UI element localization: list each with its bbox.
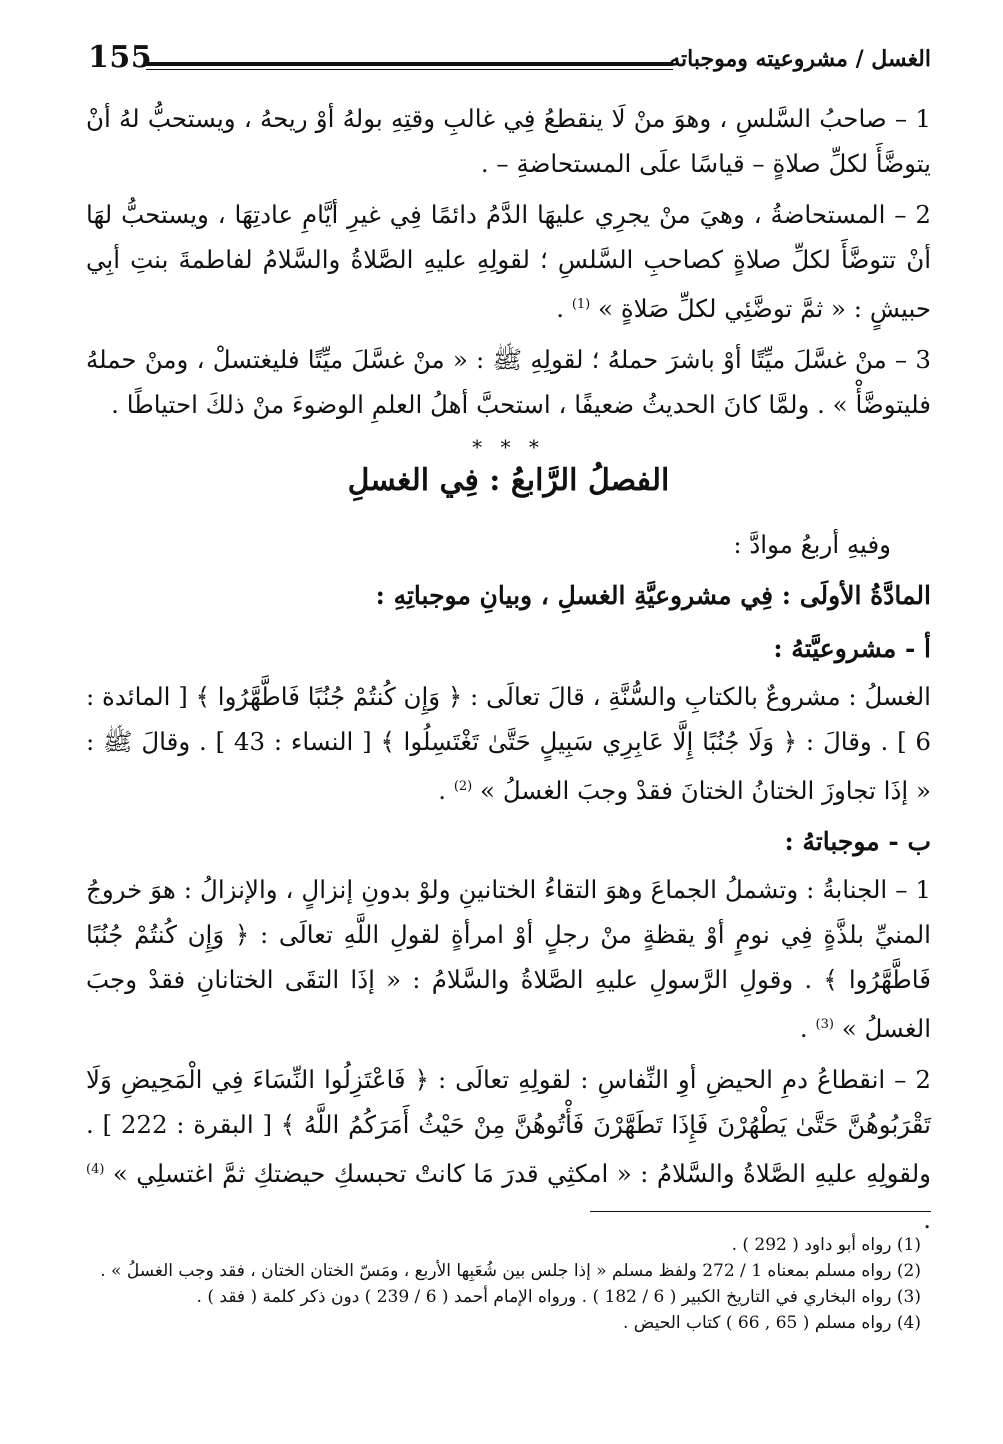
paragraph-b1-text: 1 – الجنابةُ : وتشملُ الجماعَ وهوَ التقاءُ الختانينِ ولوْ بدونِ إنزالٍ ، والإنزالُ : هوَ خروجُ المنيِّ بلذَّةٍ فِي نومٍ أوْ يقظةٍ منْ رجلٍ أوْ امرأةٍ لقولِ اللَّهِ تعالَى : ﴿ وَإِن كُنتُمْ جُنُبًا فَاطَّهَّرُوا ﴾ . وقولِ الرَّسولِ عليهِ الصَّلاةُ والسَّلامُ : « إذَا التقَى الختانانِ فقدْ وجبَ الغسلُ » <box>86 875 931 1044</box>
footnote-ref-4: (4) <box>86 1162 105 1178</box>
paragraph-b2-text: 2 – انقطاعُ دمِ الحيضِ أوِ النِّفاسِ : لقولِهِ تعالَى : ﴿ فَاعْتَزِلُوا النِّسَاءَ فِي الْمَحِيضِ وَلَا تَقْرَبُوهُنَّ حَتَّىٰ يَطْهُرْنَ فَإِذَا تَطَهَّرْنَ فَأْتُوهُنَّ مِنْ حَيْثُ أَمَرَكُمُ اللَّهُ ﴾ [ البقرة : 222 ] . ولقولِهِ عليهِ الصَّلاةُ والسَّلامُ : « امكثِي قدرَ مَا كانتْ تحبسكِ حيضتكِ ثمَّ اغتسلِي » <box>86 1065 931 1189</box>
footnote-rule <box>590 1211 931 1212</box>
paragraph-a: الغسلُ : مشروعٌ بالكتابِ والسُّنَّةِ ، قالَ تعالَى : ﴿ وَإِن كُنتُمْ جُنُبًا فَاطَّهَّرُوا ﴾ [ المائدة : 6 ] . وقالَ : ﴿ وَلَا جُنُبًا إِلَّا عَابِرِي سَبِيلٍ حَتَّىٰ تَغْتَسِلُوا ﴾ [ النساء : 43 ] . وقالَ ﷺ : « إذَا تجاوزَ الختانُ الختانَ فقدْ وجبَ الغسلُ » $^{(2)}$ . <box>86 682 932 806</box>
paragraph-b2: 2 – انقطاعُ دمِ الحيضِ أوِ النِّفاسِ : لقولِهِ تعالَى : ﴿ فَاعْتَزِلُوا النِّسَاءَ فِي الْمَحِيضِ وَلَا تَقْرَبُوهُنَّ حَتَّىٰ يَطْهُرْنَ فَإِذَا تَطَهَّرْنَ فَأْتُوهُنَّ مِنْ حَيْثُ أَمَرَكُمُ اللَّهُ ﴾ [ البقرة : 222 ] . ولقولِهِ عليهِ الصَّلاةُ والسَّلامُ : « امكثِي قدرَ مَا كانتْ تحبسكِ حيضتكِ ثمَّ اغتسلِي » $^{(4)}$ . <box>86 1065 931 1234</box>
footnotes <box>86 1232 931 1336</box>
paragraph-a-text: الغسلُ : مشروعٌ بالكتابِ والسُّنَّةِ ، قالَ تعالَى : ﴿ وَإِن كُنتُمْ جُنُبًا فَاطَّهَّرُوا ﴾ [ المائدة : 6 ] . وقالَ : ﴿ وَلَا جُنُبًا إِلَّا عَابِرِي سَبِيلٍ حَتَّىٰ تَغْتَسِلُوا ﴾ [ النساء : 43 ] . وقالَ ﷺ : « إذَا تجاوزَ الختانُ الختانَ فقدْ وجبَ الغسلُ » <box>86 682 932 806</box>
paragraph-3: 3 – منْ غسَّلَ ميِّتًا أوْ باشرَ حملهُ ؛ لقولِهِ ﷺ : « منْ غسَّلَ ميِّتًا فليغتسلْ ، ومنْ حملهُ فليتوضَّأْ » . ولمَّا كانَ الحديثُ ضعيفًا ، استحبَّ أهلُ العلمِ الوضوءَ منْ ذلكَ احتياطًا . <box>86 345 931 420</box>
page-header <box>86 38 931 84</box>
paragraph-1: 1 – صاحبُ السَّلسِ ، وهوَ منْ لَا ينقطعُ فِي غالبِ وقتِهِ بولهُ أوْ ريحهُ ، ويستحبُّ لهُ أنْ يتوضَّأَ لكلِّ صلاةٍ – قياسًا علَى المستحاضةِ – . <box>86 104 931 178</box>
section-title: المادَّةُ الأولَى : فِي مشروعيَّةِ الغسلِ ، وبيانِ موجباتِهِ : <box>375 581 931 611</box>
footnote-3: (3) رواه البخاري في التاريخ الكبير ( 6 / 182 ) . ورواه الإمام أحمد ( 6 / 239 ) دون ذكر كلمة ( فقد ) . <box>196 1287 921 1307</box>
chapter-title: الفصلُ الرَّابعُ : فِي الغسلِ <box>347 463 670 499</box>
footnote-2: (2) رواه مسلم بمعناه 1 / 272 ولفظ مسلم « إذا جلس بين شُعَبِها الأربع ، ومَسّ الختان الختان ، فقد وجب الغسلُ » . <box>100 1261 921 1281</box>
footnote-ref-1: (1) <box>571 297 591 312</box>
paragraph-b1: 1 – الجنابةُ : وتشملُ الجماعَ وهوَ التقاءُ الختانينِ ولوْ بدونِ إنزالٍ ، والإنزالُ : هوَ خروجُ المنيِّ بلذَّةٍ فِي نومٍ أوْ يقظةٍ منْ رجلٍ أوْ امرأةٍ لقولِ اللَّهِ تعالَى : ﴿ وَإِن كُنتُمْ جُنُبًا فَاطَّهَّرُوا ﴾ . وقولِ الرَّسولِ عليهِ الصَّلاةُ والسَّلامُ : « إذَا التقَى الختانانِ فقدْ وجبَ الغسلُ » $^{(3)}$ . <box>86 875 931 1044</box>
section-separator: * * * <box>472 435 545 460</box>
footnote-ref-3: (3) <box>815 1017 834 1033</box>
page-number: 155 <box>88 40 153 75</box>
header-rule-thin <box>146 69 673 70</box>
footnote-1: (1) رواه أبو داود ( 292 ) . <box>731 1235 921 1255</box>
paragraph-2: 2 – المستحاضةُ ، وهيَ منْ يجرِي عليهَا الدَّمُ دائمًا فِي غيرِ أيَّامِ عادتِهَا ، ويستحبُّ لهَا أنْ تتوضَّأَ لكلِّ صلاةٍ كصاحبِ السَّلسِ ؛ لقولِهِ عليهِ الصَّلاةُ والسَّلامُ لفاطمةَ بنتِ أبِي حبيشٍ : « ثمَّ توضَّئِي لكلِّ صَلاةٍ » $^{(1)}$ . <box>86 200 931 324</box>
paragraph-2-text: 2 – المستحاضةُ ، وهيَ منْ يجرِي عليهَا الدَّمُ دائمًا فِي غيرِ أيَّامِ عادتِهَا ، ويستحبُّ لهَا أنْ تتوضَّأَ لكلِّ صلاةٍ كصاحبِ السَّلسِ ؛ لقولِهِ عليهِ الصَّلاةُ والسَّلامُ لفاطمةَ بنتِ أبِي حبيشٍ : « ثمَّ توضَّئِي لكلِّ صَلاةٍ » <box>86 200 931 324</box>
header-rule <box>146 62 673 66</box>
subsection-b-title: ب - موجباتهُ : <box>784 827 931 857</box>
chapter-intro: وفيهِ أربعُ موادَّ : <box>733 530 891 560</box>
footnote-ref-2: (2) <box>453 779 473 795</box>
subsection-a-title: أ - مشروعيَّتهُ : <box>773 634 931 664</box>
footnote-4: (4) رواه مسلم ( 65 , 66 ) كتاب الحيض . <box>622 1313 921 1333</box>
page-body <box>86 96 931 1242</box>
running-title: الغسل / مشروعيته وموجباته <box>669 46 931 72</box>
